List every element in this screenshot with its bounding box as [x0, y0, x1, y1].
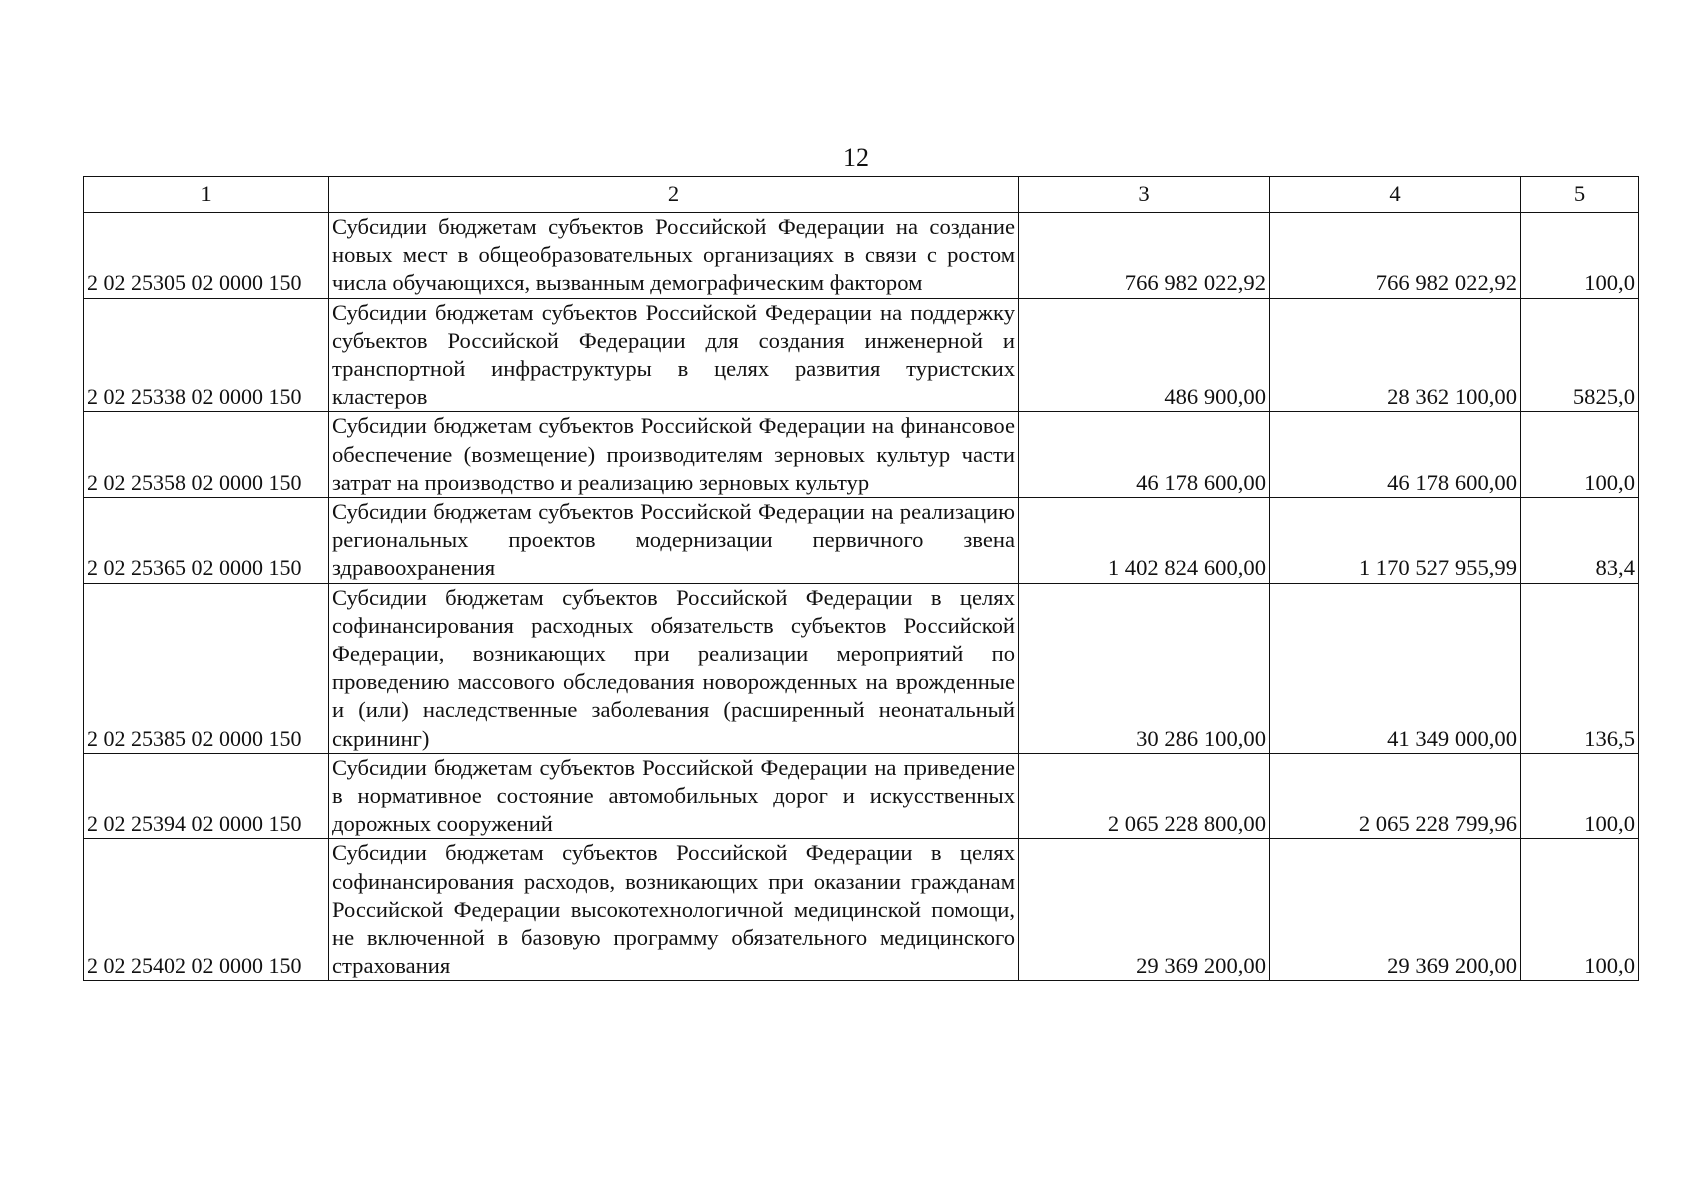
planned-amount: 29 369 200,00 [1019, 839, 1270, 981]
execution-percent: 100,0 [1521, 839, 1639, 981]
execution-percent: 100,0 [1521, 412, 1639, 498]
budget-code: 2 02 25365 02 0000 150 [84, 498, 329, 584]
budget-code: 2 02 25385 02 0000 150 [84, 583, 329, 753]
budget-code: 2 02 25402 02 0000 150 [84, 839, 329, 981]
planned-amount: 486 900,00 [1019, 298, 1270, 412]
subsidy-description: Субсидии бюджетам субъектов Российской Федерации в целях софинансирования расходных обязательств субъектов Российской Федерации, возникающих при реализации мероприятий по проведению массового обследования новорожденных на врожденные и (или) наследственные заболевания (расширенный неонатальный скрининг) [329, 583, 1019, 753]
execution-percent: 83,4 [1521, 498, 1639, 584]
column-header: 4 [1270, 177, 1521, 213]
table-row [84, 498, 1639, 584]
column-header: 1 [84, 177, 329, 213]
planned-amount: 2 065 228 800,00 [1019, 753, 1270, 839]
execution-percent: 136,5 [1521, 583, 1639, 753]
execution-percent: 5825,0 [1521, 298, 1639, 412]
planned-amount: 766 982 022,92 [1019, 213, 1270, 299]
table-row [84, 583, 1639, 753]
budget-code: 2 02 25305 02 0000 150 [84, 213, 329, 299]
table-row [84, 753, 1639, 839]
budget-table [83, 176, 1639, 981]
table-row [84, 839, 1639, 981]
subsidy-description: Субсидии бюджетам субъектов Российской Федерации на реализацию региональных проектов модернизации первичного звена здравоохранения [329, 498, 1019, 584]
subsidy-description: Субсидии бюджетам субъектов Российской Федерации на создание новых мест в общеобразовательных организациях в связи с ростом числа обучающихся, вызванным демографическим фактором [329, 213, 1019, 299]
budget-code: 2 02 25394 02 0000 150 [84, 753, 329, 839]
actual-amount: 29 369 200,00 [1270, 839, 1521, 981]
actual-amount: 28 362 100,00 [1270, 298, 1521, 412]
subsidy-description: Субсидии бюджетам субъектов Российской Федерации на поддержку субъектов Российской Федерации для создания инженерной и транспортной инфраструктуры в целях развития туристских кластеров [329, 298, 1019, 412]
page-number: 12 [843, 143, 869, 172]
actual-amount: 1 170 527 955,99 [1270, 498, 1521, 584]
column-header: 3 [1019, 177, 1270, 213]
table-row [84, 412, 1639, 498]
planned-amount: 30 286 100,00 [1019, 583, 1270, 753]
column-header: 5 [1521, 177, 1639, 213]
execution-percent: 100,0 [1521, 213, 1639, 299]
budget-code: 2 02 25338 02 0000 150 [84, 298, 329, 412]
subsidy-description: Субсидии бюджетам субъектов Российской Федерации на приведение в нормативное состояние автомобильных дорог и искусственных дорожных сооружений [329, 753, 1019, 839]
budget-code: 2 02 25358 02 0000 150 [84, 412, 329, 498]
actual-amount: 46 178 600,00 [1270, 412, 1521, 498]
subsidy-description: Субсидии бюджетам субъектов Российской Федерации на финансовое обеспечение (возмещение) производителям зерновых культур части затрат на производство и реализацию зерновых культур [329, 412, 1019, 498]
table-row [84, 213, 1639, 299]
header-row [84, 177, 1639, 213]
planned-amount: 46 178 600,00 [1019, 412, 1270, 498]
actual-amount: 2 065 228 799,96 [1270, 753, 1521, 839]
column-header: 2 [329, 177, 1019, 213]
execution-percent: 100,0 [1521, 753, 1639, 839]
actual-amount: 766 982 022,92 [1270, 213, 1521, 299]
subsidy-description: Субсидии бюджетам субъектов Российской Федерации в целях софинансирования расходов, возникающих при оказании гражданам Российской Федерации высокотехнологичной медицинской помощи, не включенной в базовую программу обязательного медицинского страхования [329, 839, 1019, 981]
table-row [84, 298, 1639, 412]
planned-amount: 1 402 824 600,00 [1019, 498, 1270, 584]
actual-amount: 41 349 000,00 [1270, 583, 1521, 753]
